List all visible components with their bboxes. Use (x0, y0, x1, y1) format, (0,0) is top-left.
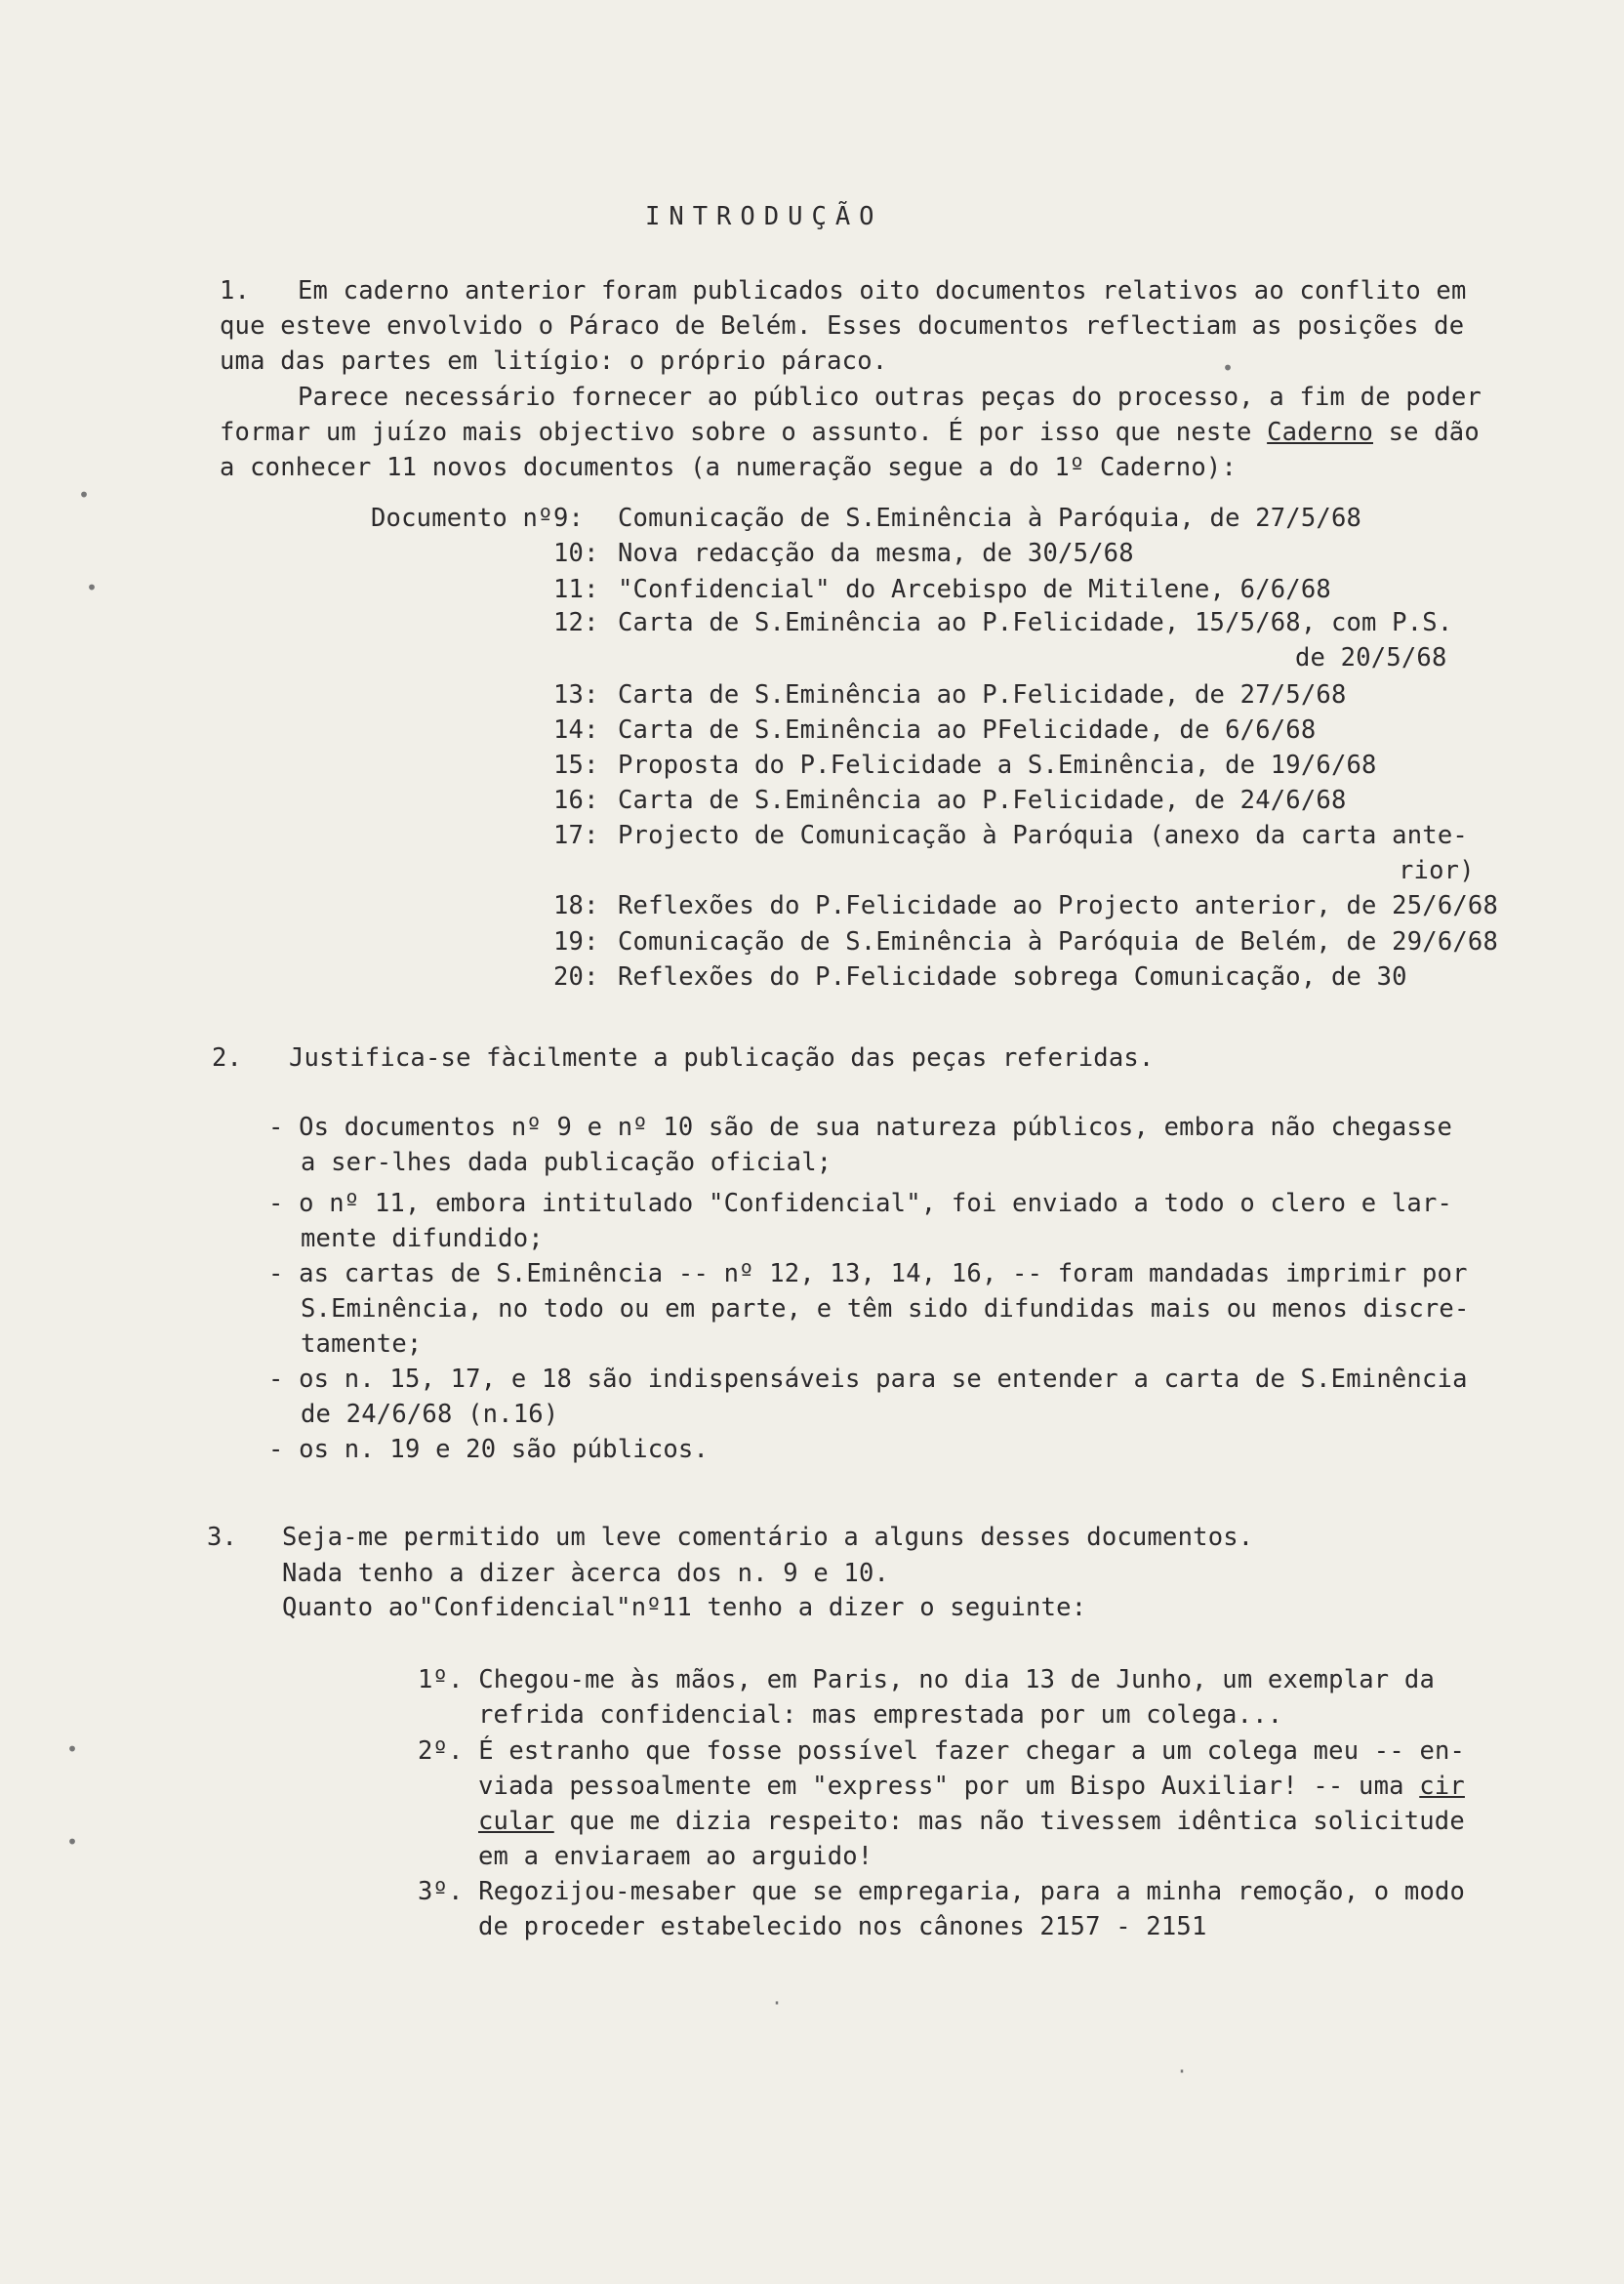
section-3-line-1: Seja-me permitido um leve comentário a alguns desses documentos. (282, 1523, 1254, 1552)
section-2-item-3-line-2: S.Eminência, no todo ou em parte, e têm sido difundidas mais ou menos discre- (301, 1294, 1470, 1324)
doc-14-text: Carta de S.Eminência ao PFelicidade, de 6/6/68 (618, 715, 1317, 745)
section-2-item-2-line-1: - o nº 11, embora intitulado "Confidencial", foi enviado a todo o clero e lar- (268, 1189, 1453, 1218)
doc-10-num: 10: (553, 539, 599, 568)
doc-17-continuation: rior) (1399, 856, 1475, 885)
doc-12-text: Carta de S.Eminência ao P.Felicidade, 15/5/68, com P.S. (618, 608, 1453, 637)
scan-speck: • (66, 1830, 79, 1854)
section-2-item-1-line-1: - Os documentos nº 9 e nº 10 são de sua natureza públicos, embora não chegasse (268, 1113, 1453, 1142)
doc-11-num: 11: (553, 575, 599, 604)
section-1-number: 1. (220, 276, 251, 306)
doc-16-num: 16: (553, 786, 599, 815)
scan-speck: • (1222, 356, 1235, 380)
point-2-line-2-text: viada pessoalmente em "express" por um Bispo Auxiliar! -- uma (478, 1772, 1420, 1801)
point-2-line-1: 2º. É estranho que fosse possível fazer chegar a um colega meu -- en- (418, 1736, 1466, 1766)
point-3-line-1: 3º. Regozijou-mesaber que se empregaria, para a minha remoção, o modo (418, 1877, 1466, 1906)
doc-9-num: 9: (553, 504, 585, 533)
doc-15-num: 15: (553, 751, 599, 780)
scan-speck: • (86, 576, 99, 599)
doc-9-text: Comunicação de S.Eminência à Paróquia, de 27/5/68 (618, 504, 1362, 533)
section-3-number: 3. (207, 1523, 238, 1552)
page-title: INTRODUÇÃO (645, 202, 883, 231)
doc-11-text: "Confidencial" do Arcebispo de Mitilene, 6/6/68 (618, 575, 1331, 604)
doc-17-num: 17: (553, 821, 599, 850)
section-2-item-3-line-3: tamente; (301, 1329, 423, 1359)
point-2-underlined-cular: cular (478, 1807, 554, 1836)
doc-10-text: Nova redacção da mesma, de 30/5/68 (618, 539, 1134, 568)
point-2-line-2 (478, 1772, 1465, 1801)
doc-12-num: 12: (553, 608, 599, 637)
section-3-line-2: Nada tenho a dizer àcerca dos n. 9 e 10. (282, 1559, 890, 1588)
doc-13-text: Carta de S.Eminência ao P.Felicidade, de 27/5/68 (618, 680, 1347, 710)
doc-16-text: Carta de S.Eminência ao P.Felicidade, de 24/6/68 (618, 786, 1347, 815)
scan-speck: • (66, 1737, 79, 1761)
point-1-line-2: refrida confidencial: mas emprestada por um colega... (478, 1700, 1283, 1730)
doc-19-text: Comunicação de S.Eminência à Paróquia de Belém, de 29/6/68 (618, 927, 1499, 957)
doc-13-num: 13: (553, 680, 599, 710)
section-2-item-5-line-1: - os n. 19 e 20 são públicos. (268, 1435, 710, 1464)
point-3-line-2: de proceder estabelecido nos cânones 2157 - 2151 (478, 1912, 1207, 1941)
doc-15-text: Proposta do P.Felicidade a S.Eminência, de 19/6/68 (618, 751, 1377, 780)
section-1-paragraph-1-line-1: Em caderno anterior foram publicados oito documentos relativos ao conflito em (298, 276, 1467, 306)
section-2-item-1-line-2: a ser-lhes dada publicação oficial; (301, 1148, 832, 1177)
section-2-item-4-line-1: - os n. 15, 17, e 18 são indispensáveis para se entender a carta de S.Eminência (268, 1365, 1468, 1394)
section-1-paragraph-2-line-2 (220, 418, 1480, 447)
scan-speck: • (78, 483, 91, 507)
doc-14-num: 14: (553, 715, 599, 745)
section-1-paragraph-1-line-3: uma das partes em litígio: o próprio páraco. (220, 347, 888, 376)
doc-18-text: Reflexões do P.Felicidade ao Projecto anterior, de 25/6/68 (618, 891, 1499, 920)
section-3-line-3: Quanto ao"Confidencial"nº11 tenho a dizer o seguinte: (282, 1593, 1087, 1622)
section-2-intro: Justifica-se fàcilmente a publicação das peças referidas. (289, 1043, 1155, 1073)
doc-18-num: 18: (553, 891, 599, 920)
point-2-line-3 (478, 1807, 1465, 1836)
section-2-item-2-line-2: mente difundido; (301, 1224, 544, 1253)
doc-17-text: Projecto de Comunicação à Paróquia (anexo da carta ante- (618, 821, 1468, 850)
point-2-line-4: em a enviaraem ao arguido! (478, 1842, 873, 1871)
section-1-paragraph-2-line-3: a conhecer 11 novos documentos (a numeração segue a do 1º Caderno): (220, 453, 1238, 482)
scan-speck: · (771, 1991, 784, 2015)
scan-speck: · (1176, 2060, 1189, 2083)
caderno-underlined: Caderno (1267, 418, 1373, 447)
doc-19-num: 19: (553, 927, 599, 957)
section-2-item-3-line-1: - as cartas de S.Eminência -- nº 12, 13, 14, 16, -- foram mandadas imprimir por (268, 1259, 1468, 1288)
paragraph-2-line-2-end: se dão (1388, 418, 1480, 447)
document-list-header: Documento nº (371, 504, 553, 533)
section-2-number: 2. (212, 1043, 243, 1073)
section-1-paragraph-2-line-1: Parece necessário fornecer ao público outras peças do processo, a fim de poder (298, 383, 1482, 412)
doc-12-continuation: de 20/5/68 (1295, 643, 1447, 673)
point-2-line-3-text: que me dizia respeito: mas não tivessem idêntica solicitude (553, 1807, 1465, 1836)
paragraph-2-line-2-text: formar um juízo mais objectivo sobre o assunto. É por isso que neste (220, 418, 1252, 447)
point-1-line-1: 1º. Chegou-me às mãos, em Paris, no dia 13 de Junho, um exemplar da (418, 1665, 1436, 1694)
doc-20-num: 20: (553, 962, 599, 992)
section-2-item-4-line-2: de 24/6/68 (n.16) (301, 1400, 559, 1429)
section-1-paragraph-1-line-2: que esteve envolvido o Páraco de Belém. Esses documentos reflectiam as posições de (220, 311, 1465, 341)
point-2-underlined-cir: cir (1419, 1772, 1465, 1801)
doc-20-text: Reflexões do P.Felicidade sobrega Comunicação, de 30 (618, 962, 1407, 992)
